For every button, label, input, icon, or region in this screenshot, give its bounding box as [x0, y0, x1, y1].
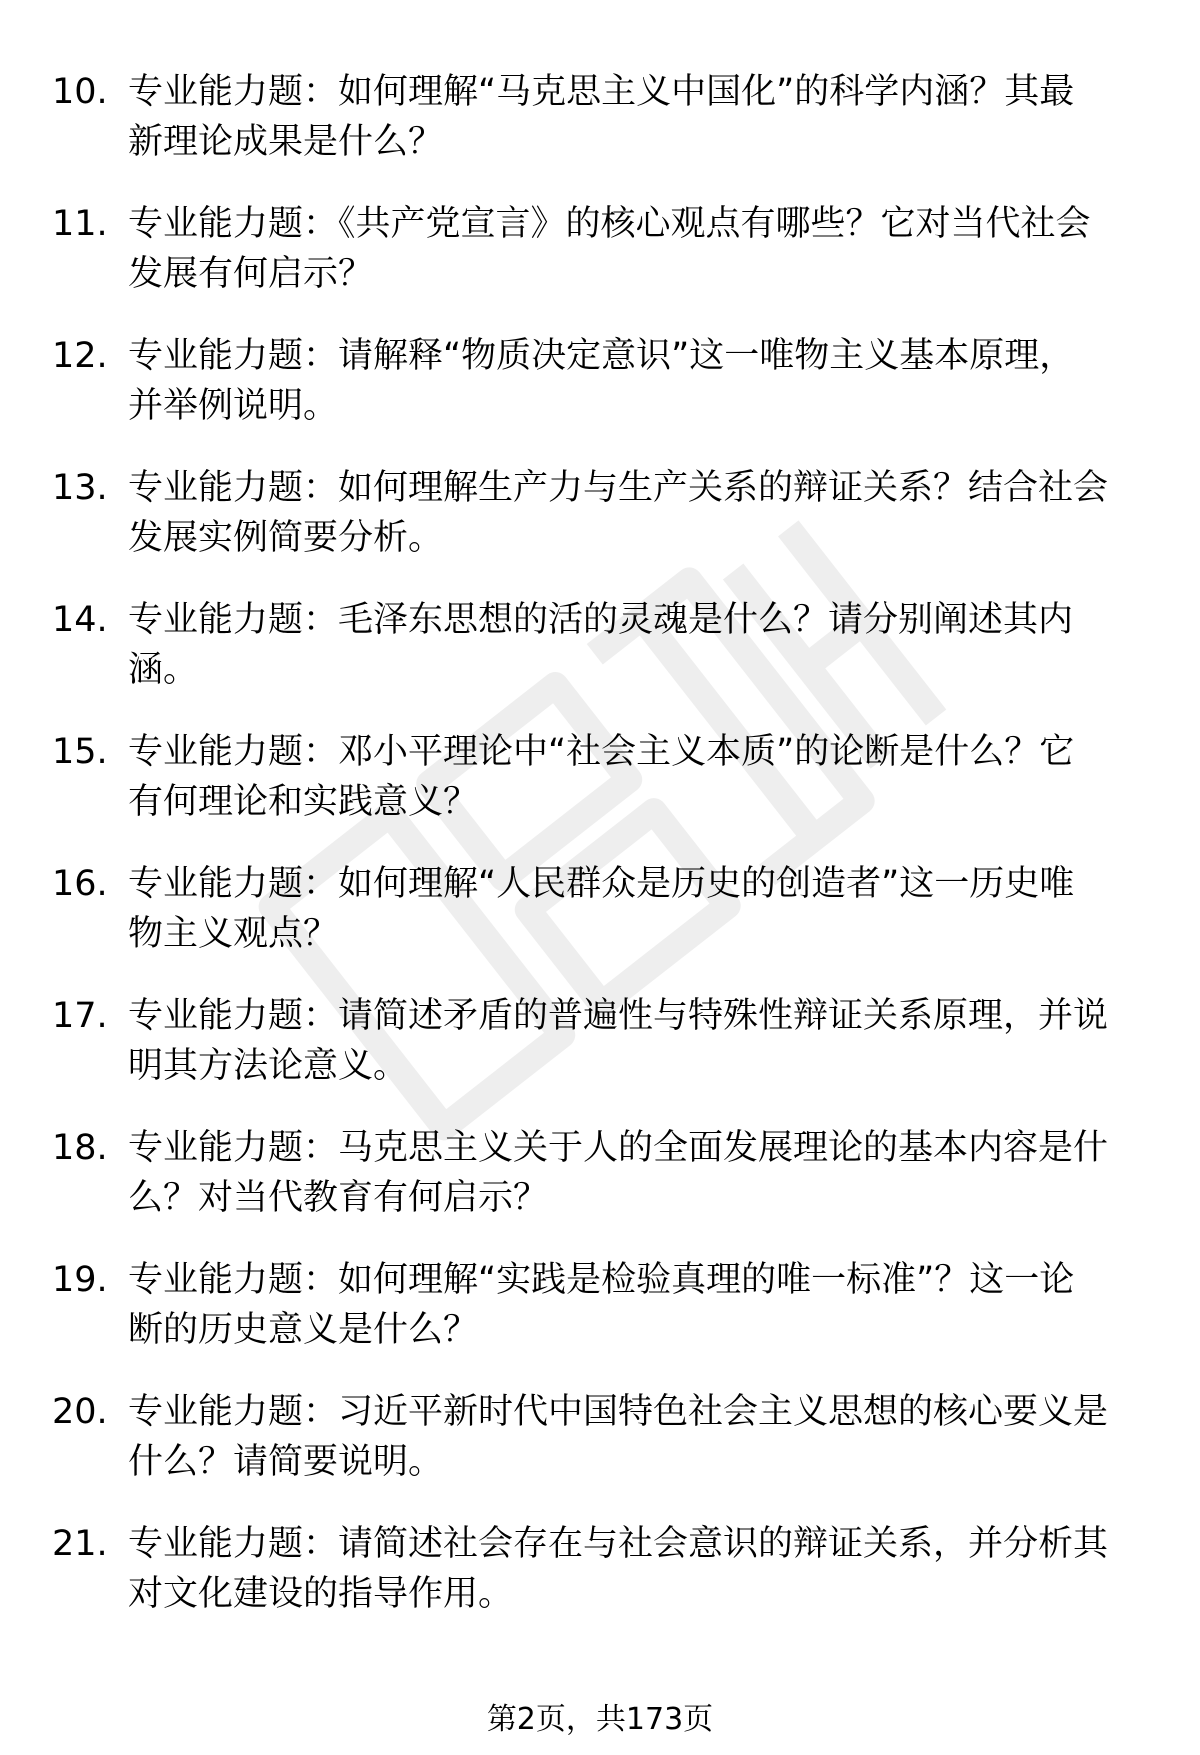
question-text-line-2: 发展有何启示？ [128, 254, 374, 294]
question-item [0, 66, 1200, 198]
question-number: 16. [52, 864, 108, 904]
question-item [0, 1254, 1200, 1386]
question-number: 20. [52, 1392, 108, 1432]
question-number: 13. [52, 468, 108, 508]
question-text-line-1: 专业能力题：马克思主义关于人的全面发展理论的基本内容是什 [128, 1128, 1109, 1168]
question-number: 19. [52, 1260, 108, 1300]
question-item [0, 462, 1200, 594]
question-text-line-2: 物主义观点？ [128, 914, 339, 954]
question-text-line-1: 专业能力题：如何理解“马克思主义中国化”的科学内涵？其最 [128, 72, 1075, 112]
question-list [0, 66, 1200, 1650]
question-item [0, 990, 1200, 1122]
question-number: 11. [52, 204, 108, 244]
question-text-line-1: 专业能力题：如何理解“实践是检验真理的唯一标准”？这一论 [128, 1260, 1075, 1300]
question-item [0, 594, 1200, 726]
question-text-line-1: 专业能力题：请简述社会存在与社会意识的辩证关系，并分析其 [128, 1524, 1109, 1564]
question-item [0, 726, 1200, 858]
question-text-line-1: 专业能力题：请简述矛盾的普遍性与特殊性辩证关系原理，并说 [128, 996, 1109, 1036]
question-item [0, 330, 1200, 462]
question-number: 18. [52, 1128, 108, 1168]
question-text-line-2: 新理论成果是什么？ [128, 122, 444, 162]
question-text-line-2: 对文化建设的指导作用。 [128, 1574, 514, 1614]
page-footer: 第2页，共173页 [486, 1702, 714, 1737]
question-item [0, 858, 1200, 990]
question-text-line-1: 专业能力题：如何理解生产力与生产关系的辩证关系？结合社会 [128, 468, 1109, 508]
question-number: 12. [52, 336, 108, 376]
question-text-line-1: 专业能力题：如何理解“人民群众是历史的创造者”这一历史唯 [128, 864, 1075, 904]
question-text-line-2: 么？对当代教育有何启示？ [128, 1178, 549, 1218]
question-text-line-2: 发展实例简要分析。 [128, 518, 444, 558]
question-text-line-2: 并举例说明。 [128, 386, 339, 426]
question-text-line-1: 专业能力题：邓小平理论中“社会主义本质”的论断是什么？它 [128, 732, 1075, 772]
question-item [0, 1518, 1200, 1650]
question-number: 15. [52, 732, 108, 772]
question-text-line-2: 有何理论和实践意义？ [128, 782, 479, 822]
question-text-line-1: 专业能力题：毛泽东思想的活的灵魂是什么？请分别阐述其内 [128, 600, 1074, 640]
question-item [0, 1122, 1200, 1254]
question-text-line-2: 明其方法论意义。 [128, 1046, 409, 1086]
question-text-line-1: 专业能力题：请解释“物质决定意识”这一唯物主义基本原理， [128, 336, 1075, 376]
question-number: 10. [52, 72, 108, 112]
question-item [0, 1386, 1200, 1518]
question-number: 14. [52, 600, 108, 640]
question-number: 17. [52, 996, 108, 1036]
question-text-line-1: 专业能力题：习近平新时代中国特色社会主义思想的核心要义是 [128, 1392, 1109, 1432]
question-number: 21. [52, 1524, 108, 1564]
question-text-line-1: 专业能力题：《共产党宣言》的核心观点有哪些？它对当代社会 [128, 204, 1091, 244]
question-text-line-2: 什么？请简要说明。 [128, 1442, 444, 1482]
question-item [0, 198, 1200, 330]
question-text-line-2: 涵。 [128, 650, 199, 690]
question-text-line-2: 断的历史意义是什么？ [128, 1310, 479, 1350]
